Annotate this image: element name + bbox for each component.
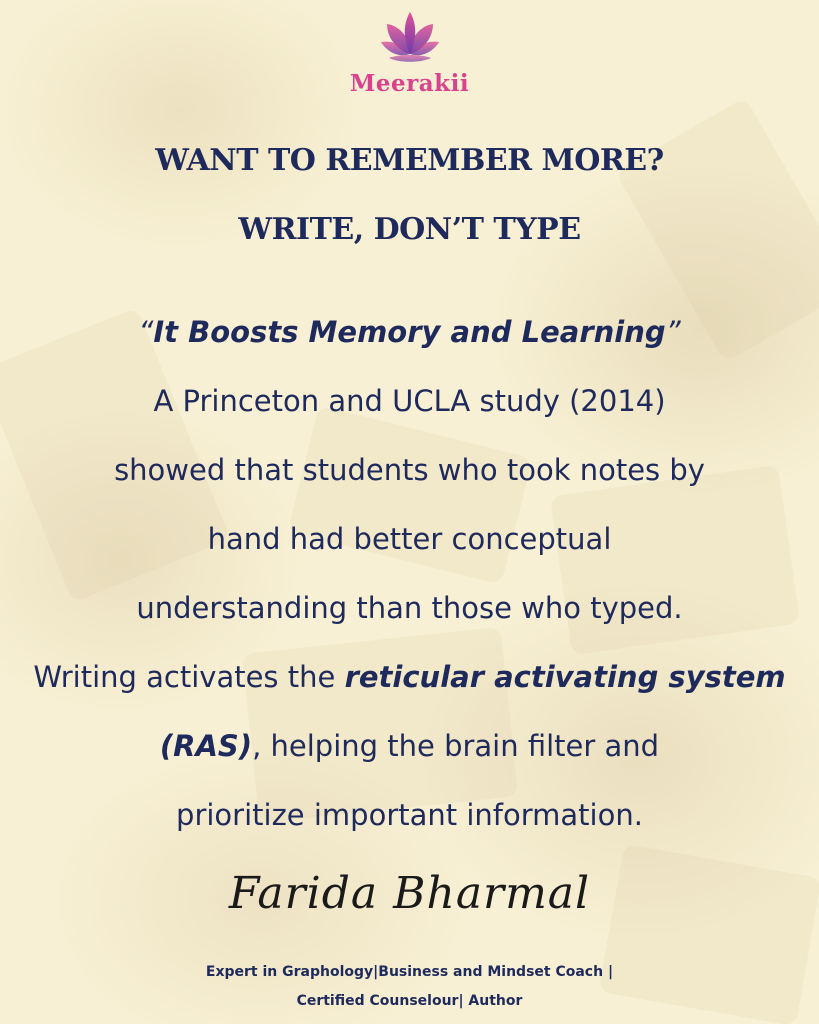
body-line-2: showed that students who took notes by <box>114 453 705 487</box>
body-emphasis-paragraph <box>30 643 789 781</box>
emphasis-ras: reticular activating system (RAS) <box>159 660 786 763</box>
close-quote: ” <box>665 315 681 349</box>
credentials-line-1: Expert in Graphology|Business and Mindset Coach | <box>205 964 614 980</box>
headline-line-1: WANT TO REMEMBER MORE? <box>155 143 664 178</box>
author-signature: Farida Bharmal <box>228 868 591 919</box>
open-quote: “ <box>138 315 154 349</box>
body-text <box>30 298 789 850</box>
body-line-7: prioritize important information. <box>176 798 643 832</box>
credentials-line-2: Certified Counselour| Author <box>296 993 523 1009</box>
brand-name: Meerakii <box>349 70 470 97</box>
subtitle-text: It Boosts Memory and Learning <box>153 315 666 349</box>
body-line-4: understanding than those who typed. <box>136 591 683 625</box>
body-line-1: A Princeton and UCLA study (2014) <box>153 384 666 418</box>
lotus-icon <box>379 10 441 68</box>
headline-line-2: WRITE, DON’T TYPE <box>238 212 581 247</box>
body-line-5: Writing activates the <box>33 660 345 694</box>
subtitle <box>30 298 789 367</box>
brand-logo <box>0 10 819 97</box>
body-line-6: , helping the brain filter and <box>252 729 660 763</box>
author-credentials <box>0 958 819 1016</box>
body-line-3: hand had better conceptual <box>207 522 612 556</box>
